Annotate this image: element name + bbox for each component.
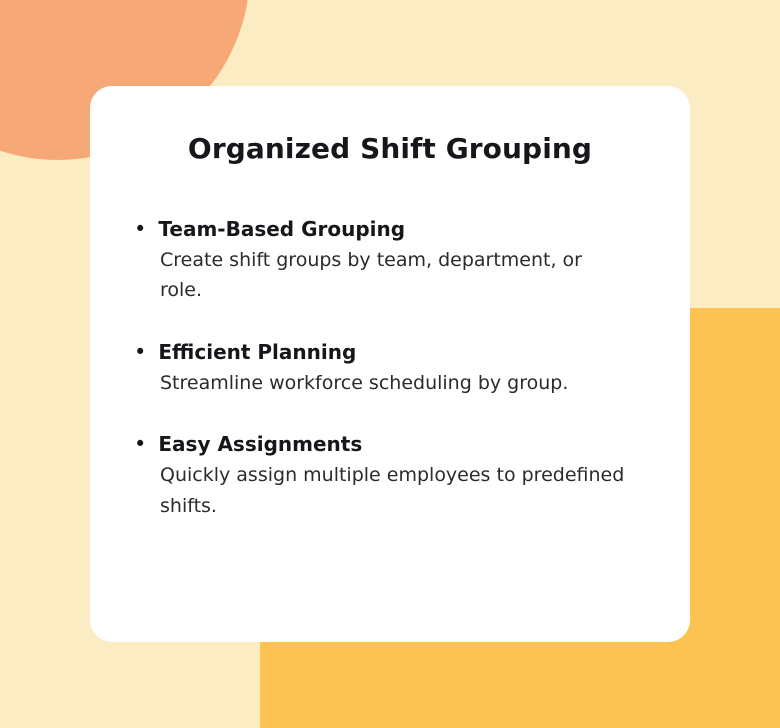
bullet-dot-icon: •	[134, 217, 147, 241]
list-item-heading	[134, 217, 646, 241]
content-card	[90, 86, 690, 642]
list-item-description: Streamline workforce scheduling by group.	[160, 371, 569, 394]
list-item-description: Quickly assign multiple employees to predefined shifts.	[160, 464, 625, 517]
page-title: Organized Shift Grouping	[187, 132, 593, 165]
bullet-dot-icon: •	[134, 432, 147, 457]
list-item	[134, 340, 646, 398]
list-item-title: Efficient Planning	[158, 339, 357, 364]
bullet-dot-icon: •	[134, 339, 147, 364]
list-item-heading	[134, 340, 646, 364]
list-item-title: Team-Based Grouping	[158, 217, 406, 241]
list-item	[134, 217, 646, 306]
feature-list	[134, 217, 646, 521]
list-item	[134, 432, 646, 521]
list-item-title: Easy Assignments	[158, 432, 363, 457]
list-item-description: Create shift groups by team, department, or role.	[160, 249, 582, 302]
list-item-heading	[134, 432, 646, 456]
